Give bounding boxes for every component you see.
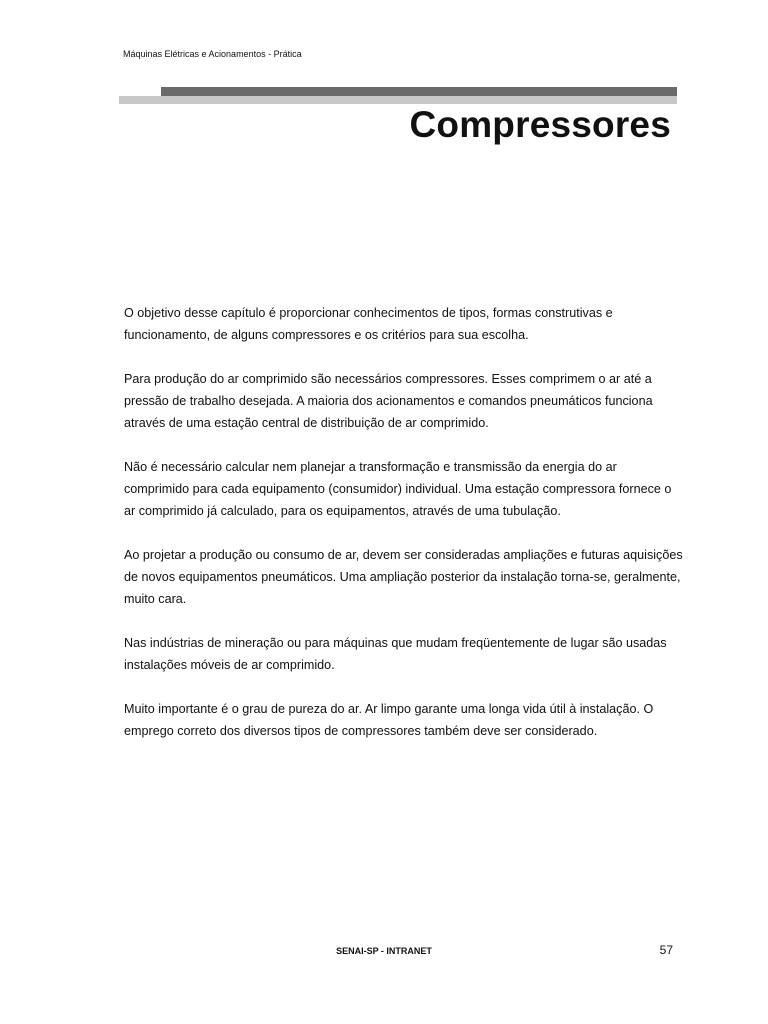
paragraph-mining: Nas indústrias de mineração ou para máquinas que mudam freqüentemente de lugar são usadas instalações móveis de ar comprimido. [124, 636, 667, 672]
paragraph-expansion: Ao projetar a produção ou consumo de ar, devem ser consideradas ampliações e futuras aquisições de novos equipamentos pneumáticos. Uma ampliação posterior da instalação torna-se, geralmente, muito cara. [124, 548, 683, 606]
chapter-title: Compressores [409, 104, 671, 145]
paragraph-purity: Muito importante é o grau de pureza do ar. Ar limpo garante uma longa vida útil à instalação. O emprego correto dos diversos tipos de compressores também deve ser considerado. [124, 702, 654, 738]
header-rule-dark-bar [161, 87, 677, 96]
header-rule-light-bar [119, 96, 677, 104]
page-number: 57 [659, 943, 673, 957]
paragraph-production: Para produção do ar comprimido são necessários compressores. Esses comprimem o ar até a pressão de trabalho desejada. A maioria dos acionamentos e comandos pneumáticos funciona através de uma estação central de distribuição de ar comprimido. [124, 372, 653, 430]
header-rule [119, 87, 677, 104]
paragraph-distribution: Não é necessário calcular nem planejar a transformação e transmissão da energia do ar comprimido para cada equipamento (consumidor) individual. Uma estação compressora fornece o ar comprimido já calculado, para os equipamentos, através de uma tubulação. [124, 460, 672, 518]
paragraph-objective: O objetivo desse capítulo é proporcionar conhecimentos de tipos, formas construtivas e funcionamento, de alguns compressores e os critérios para sua escolha. [124, 306, 613, 342]
body-text [124, 302, 684, 764]
footer-source: SENAI-SP - INTRANET [336, 946, 432, 956]
running-header: Máquinas Elétricas e Acionamentos - Prática [123, 49, 302, 59]
